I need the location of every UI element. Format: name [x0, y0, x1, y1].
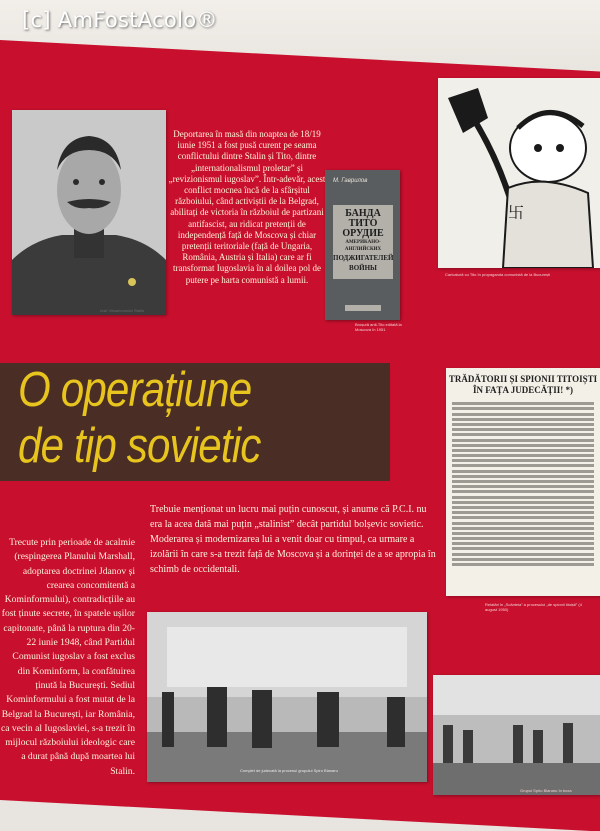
group-trial-drawing — [433, 675, 600, 795]
cartoon-drawing — [438, 78, 600, 268]
deportation-text: Deportarea în masă din noaptea de 18/19 iunie 1951 a fost pusă curent pe seama conflictului dintre Stalin și Tito, dintre „internationalismul proletar” și „revizionismul iugoslav”. Într-adevăr, acest conflict mocnea încă de la sfârșitul războiului, când activiștii de la Belgrad, abilitați de victoria în războiul de partizani antifascist, au ridicat pretenții de independență față de Moscova și chiar pretenții teritoriale (față de Ungaria, România, Austria și Italia) care ar fi transformat Iugoslavia în al doilea pol de putere pe harta comunistă a lumii. — [168, 129, 326, 285]
book-publisher-strip — [345, 305, 381, 311]
clipping-caption: Relatări în „Scânteia” a procesului „de spionii titoiști” (4 august 1950) — [485, 602, 582, 612]
courtroom-drawing — [147, 612, 427, 782]
cartoon-caption: Caricatură cu Tito în propaganda comunistă de la București — [445, 272, 551, 277]
book-caption: Broșură anti-Tito editată la Moscova în 1951 — [355, 322, 402, 332]
courtroom-photo — [147, 612, 427, 782]
portrait-caption: Iosif Vissarionovici Stalin — [100, 308, 144, 313]
book-cover-line: АМЕРИКАНО-АНГЛИЙСКИХ — [344, 240, 382, 252]
book-author: М. Гаврилов — [333, 178, 368, 184]
stalin-portrait-drawing — [12, 110, 166, 315]
section-title — [18, 362, 300, 474]
watermark-text: [c] AmFostAcolo® — [22, 8, 218, 32]
group-photo-caption: Grupul Spiru Blanaru în boxa — [520, 788, 572, 793]
section-title-line-2: de tip sovietic — [18, 419, 261, 473]
group-trial-photo — [433, 675, 600, 795]
section-title-line-1: O operațiune — [18, 363, 252, 417]
tito-cartoon-photo — [438, 78, 600, 268]
book-cover-line: ВОЙНЫ — [349, 264, 377, 272]
stalin-portrait-photo — [12, 110, 166, 315]
newspaper-clipping — [446, 368, 600, 596]
courtroom-caption: Complet de judecată la procesul grupului Spiru Blanaru — [240, 768, 338, 773]
tito-brochure-photo — [325, 170, 400, 320]
book-cover-line: БАНДА ТИТО — [345, 208, 381, 229]
clipping-headline: TRĂDĂTORII ȘI SPIONII TITOIȘTI ÎN FAȚA JUDECĂȚII! *) — [448, 374, 598, 395]
clipping-body-lines — [446, 396, 600, 572]
book-cover-line: ПОДЖИГАТЕЛЕЙ — [333, 254, 394, 262]
book-cover-title — [333, 205, 393, 279]
middle-paragraph: Trebuie menționat un lucru mai puțin cunoscut, și anume că P.C.I. nu era la acea dată mai puțin „stalinist” decât partidul bolșevic sovietic. Moderarea și modernizarea lui a venit doar cu timpul, ca urmare a izolării în care s-a trezit față de Moscova și a dorinței de a se apropia în schimb de occidentali. — [150, 504, 436, 575]
svg-text:卐: 卐 — [508, 203, 525, 222]
book-cover-line: ОРУДИЕ — [342, 228, 384, 239]
left-paragraph: Trecute prin perioade de acalmie (respingerea Planului Marshall, adoptarea doctrinei Jdanov și crearea concomitentă a Kominformului), contradicțiile au fost ținute secrete, în spatele ușilor capitonate, până la ruptura din 20-22 iunie 1948, când Partidul Comunist iugoslav a fost exclus din Kominform, la confătuirea ținută la București. Sediul Kominformului a fost mutat de la Belgrad la București, iar România, ca vecin al Iugoslaviei, s-a trezit în mijlocul războiului ideologic care a durat până după moartea lui Stalin. — [1, 537, 135, 777]
